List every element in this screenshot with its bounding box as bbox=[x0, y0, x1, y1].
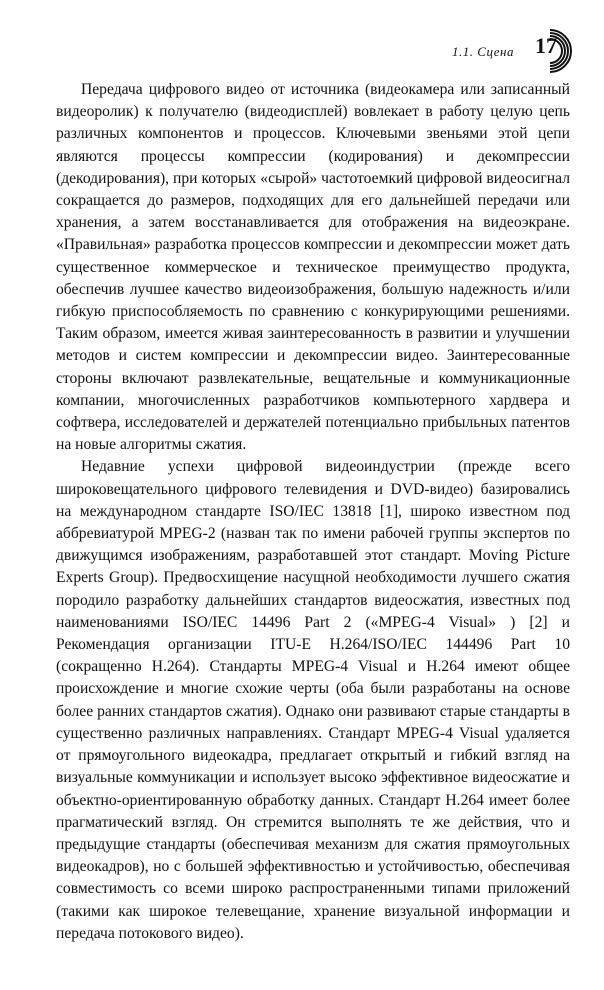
page-number-badge bbox=[528, 28, 574, 74]
paragraph: Передача цифрового видео от источника (видеокамера или записанный видеоролик) к получателю (видеодисплей) вовлекает в работу целую цепь различных компонентов и процессов. Ключевыми звеньями этой цепи являются процессы компрессии (кодирования) и декомпрессии (декодирования), при которых «сырой» частотоемкий цифровой видеосигнал сокращается до размеров, подходящих для его дальнейшей передачи или хранения, а затем восстанавливается для отображения на видеоэкране. «Правильная» разработка процессов компрессии и декомпрессии может дать существенное коммерческое и техническое преимущество продукта, обеспечив лучшее качество видеоизображения, большую надежность и/или гибкую приспособляемость по сравнению с конкурирующими решениями. Таким образом, имеется живая заинтересованность в развитии и улучшении методов и систем компрессии и декомпрессии видео. Заинтересованные стороны включают развлекательные, вещательные и коммуникационные компании, многочисленных разработчиков компьютерного хардвера и софтвера, исследователей и держателей потенциально прибыльных патентов на новые алгоритмы сжатия. bbox=[56, 81, 570, 454]
running-head bbox=[452, 26, 574, 76]
section-title: 1.1. Сцена bbox=[452, 44, 514, 59]
page-number: 17 bbox=[535, 33, 557, 58]
paragraph: Недавние успехи цифровой видеоиндустрии (прежде всего широковещательного цифрового телевидения и DVD-видео) базировались на международном стандарте ISO/IEC 13818 [1], широко известном под аббревиатурой MPEG-2 (назван так по имени рабочей группы экспертов по движущимся изображениям, разработавшей этот стандарт. Moving Picture Experts Group). Предвосхищение насущной необходимости лучшего сжатия породило разработку дальнейших стандартов видеосжатия, известных под наименованиями ISO/IEC 14496 Part 2 («MPEG-4 Visual» ) [2] и Рекомендация организации ITU-E H.264/ISO/IEC 144496 Part 10 (сокращенно H.264). Стандарты MPEG-4 Visual и H.264 имеют общее происхождение и многие схожие черты (оба были разработаны на основе более ранних стандартов сжатия). Однако они развивают старые стандарты в существенно различных направлениях. Стандарт MPEG-4 Visual удаляется от прямоугольного видеокадра, предлагает открытый и гибкий взгляд на визуальные коммуникации и использует высоко эффективное видеосжатие и объектно-ориентированную обработку данных. Стандарт H.264 имеет более прагматический взгляд. Он стремится выполнять те же действия, что и предыдущие стандарты (обеспечивая механизм для сжатия прямоугольных видеокадров), но с большей эффективностью и устойчивостью, обеспечивая совместимость со всеми широко распространенными типами приложений (такими как широкое телевещание, хранение визуальной информации и передача потокового видео). bbox=[56, 458, 570, 942]
body-text bbox=[56, 79, 570, 945]
